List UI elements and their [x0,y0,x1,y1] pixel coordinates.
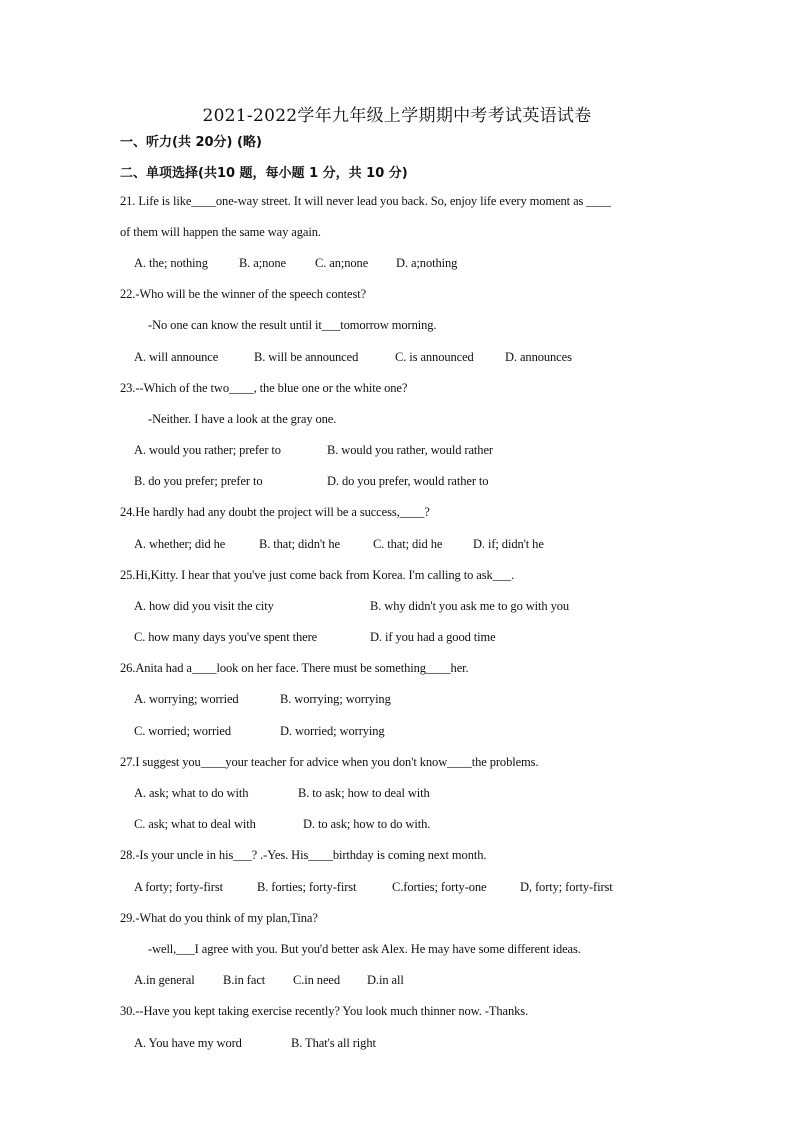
question-29-option-c: C.in need [293,973,341,987]
question-28-option-b: B. forties; forty-first [257,880,357,894]
question-23-line-1: 23.--Which of the two____, the blue one or the white one? [120,381,408,395]
question-28-line-1: 28.-Is your uncle in his___? .-Yes. His____birthday is coming next month. [120,848,487,862]
question-29-option-d: D.in all [367,973,404,987]
question-22-option-c: C. is announced [395,350,474,364]
question-28-option-a: A forty; forty-first [134,880,223,894]
question-22-option-d: D. announces [505,350,572,364]
question-27-option-d: D. to ask; how to do with. [303,817,431,831]
question-21-option-a: A. the; nothing [134,256,208,270]
question-21-option-d: D. a;nothing [396,256,458,270]
section-choice-heading: 二、单项选择(共10 题，每小题 1 分，共 10 分) [120,166,408,181]
question-26-option-b: B. worrying; worrying [280,692,391,706]
question-21-line-2: of them will happen the same way again. [120,225,321,239]
question-22-line-1: 22.-Who will be the winner of the speech contest? [120,287,367,301]
question-21-line-1: 21. Life is like____one-way street. It will never lead you back. So, enjoy life every moment as ____ [120,194,611,208]
question-24-option-d: D. if; didn't he [473,537,544,551]
question-23-option-c: B. do you prefer; prefer to [134,474,263,488]
question-24-line-1: 24.He hardly had any doubt the project will be a success,____? [120,505,430,519]
question-23-line-2: -Neither. I have a look at the gray one. [148,412,337,426]
question-25-option-a: A. how did you visit the city [134,599,274,613]
question-28-option-d: D, forty; forty-first [520,880,613,894]
question-29-line-1: 29.-What do you think of my plan,Tina? [120,911,318,925]
question-21-option-b: B. a;none [239,256,287,270]
question-29-option-b: B.in fact [223,973,266,987]
question-23-option-d: D. do you prefer, would rather to [327,474,489,488]
question-22-option-a: A. will announce [134,350,219,364]
page-title: 2021-2022学年九年级上学期期中考考试英语试卷 [202,106,592,126]
question-27-option-b: B. to ask; how to deal with [298,786,430,800]
question-26-option-a: A. worrying; worried [134,692,239,706]
question-30-line-1: 30.--Have you kept taking exercise recently? You look much thinner now. -Thanks. [120,1004,529,1018]
question-25-option-d: D. if you had a good time [370,630,496,644]
question-25-option-c: C. how many days you've spent there [134,630,318,644]
question-26-option-c: C. worried; worried [134,724,232,738]
question-25-option-b: B. why didn't you ask me to go with you [370,599,570,613]
question-22-option-b: B. will be announced [254,350,359,364]
question-27-option-c: C. ask; what to deal with [134,817,256,831]
question-27-option-a: A. ask; what to do with [134,786,249,800]
question-30-option-a: A. You have my word [134,1036,242,1050]
question-23-option-b: B. would you rather, would rather [327,443,493,457]
question-26-option-d: D. worried; worrying [280,724,385,738]
question-29-option-a: A.in general [134,973,195,987]
question-25-line-1: 25.Hi,Kitty. I hear that you've just come back from Korea. I'm calling to ask___. [120,568,515,582]
question-30-option-b: B. That's all right [291,1036,376,1050]
question-23-option-a: A. would you rather; prefer to [134,443,281,457]
question-27-line-1: 27.I suggest you____your teacher for advice when you don't know____the problems. [120,755,539,769]
question-29-line-2: -well,___I agree with you. But you'd better ask Alex. He may have some different ideas. [148,942,581,956]
question-24-option-a: A. whether; did he [134,537,226,551]
question-21-option-c: C. an;none [315,256,369,270]
question-26-line-1: 26.Anita had a____look on her face. There must be something____her. [120,661,469,675]
section-listening-heading: 一、听力(共 20分) (略) [120,135,262,150]
question-28-option-c: C.forties; forty-one [392,880,487,894]
question-24-option-c: C. that; did he [373,537,443,551]
question-24-option-b: B. that; didn't he [259,537,341,551]
question-22-line-2: -No one can know the result until it___tomorrow morning. [148,318,437,332]
